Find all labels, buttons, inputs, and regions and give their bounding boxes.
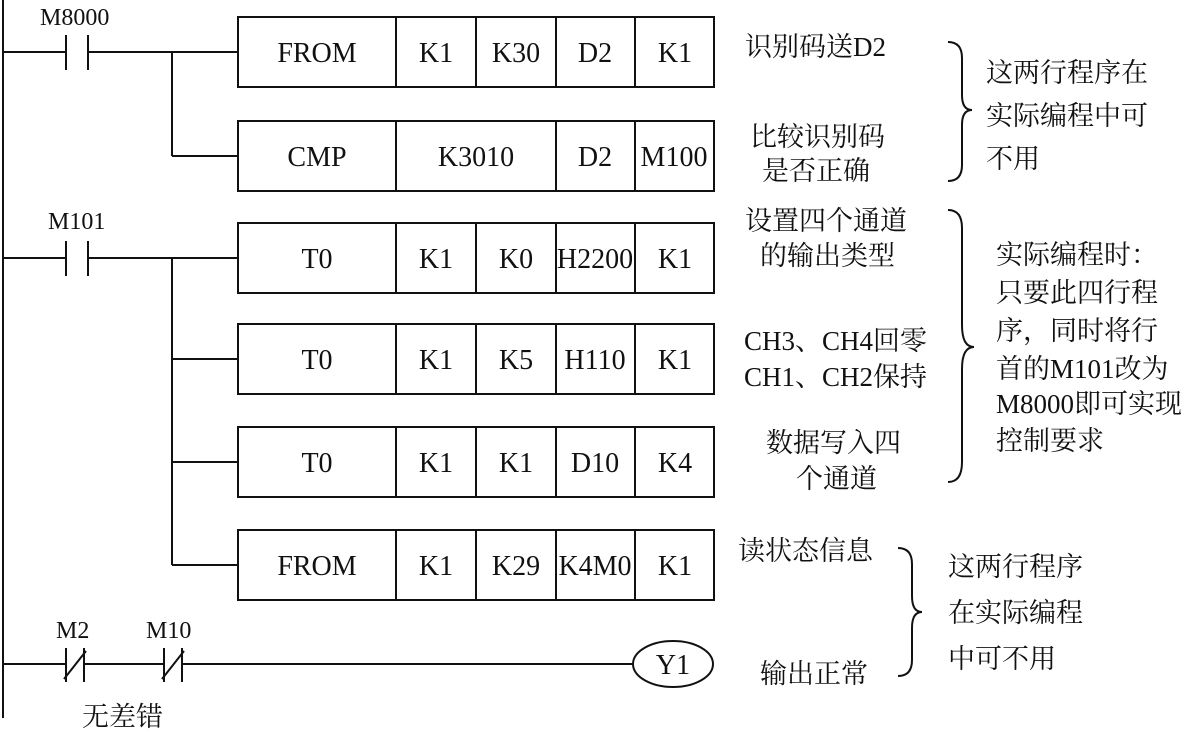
cell-op: T0 <box>301 244 333 275</box>
cell-arg2: K30 <box>491 38 541 69</box>
group-note-2-line4: 首的M101改为 <box>996 354 1169 384</box>
comment-to-1-line2: 的输出类型 <box>760 241 895 271</box>
cell-arg2: D2 <box>577 142 613 173</box>
cell-arg1: K1 <box>418 448 454 479</box>
cell-arg3: K4M0 <box>558 551 632 582</box>
note-no-error: 无差错 <box>82 702 163 732</box>
cell-arg2: K5 <box>498 345 534 376</box>
group-note-1-line2: 实际编程中可 <box>986 101 1148 131</box>
cell-arg4: K1 <box>657 38 693 69</box>
instruction-box-cmp <box>238 121 714 191</box>
brace-group-2 <box>948 210 974 482</box>
group-note-2-line3: 序，同时将行 <box>996 316 1158 346</box>
comment-cmp-line2: 是否正确 <box>762 156 870 186</box>
cell-op: CMP <box>287 142 347 173</box>
cell-arg2: K29 <box>491 551 541 582</box>
comment-to-3-line2: 个通道 <box>796 464 877 494</box>
brace-group-3 <box>898 548 922 676</box>
comment-to-2-line1: CH3、CH4回零 <box>744 326 928 356</box>
cell-arg1: K3010 <box>437 142 515 173</box>
cell-op: FROM <box>277 551 357 582</box>
cell-arg4: K1 <box>657 345 693 376</box>
contact-label-m8000: M8000 <box>40 5 110 31</box>
cell-arg3: M100 <box>640 142 708 173</box>
comment-to-1-line1: 设置四个通道 <box>745 206 907 236</box>
cell-arg2: K0 <box>498 244 534 275</box>
instruction-box-to-1 <box>238 223 714 293</box>
group-note-2-line6: 控制要求 <box>996 426 1104 456</box>
group-note-3-line2: 在实际编程 <box>948 598 1083 628</box>
contact-label-m101: M101 <box>48 209 106 235</box>
brace-group-1 <box>948 42 972 181</box>
contact-label-m10: M10 <box>146 618 192 644</box>
cell-arg2: K1 <box>498 448 534 479</box>
coil-label-y1: Y1 <box>655 650 691 681</box>
cell-op: T0 <box>301 345 333 376</box>
group-note-3-line1: 这两行程序 <box>948 552 1083 582</box>
comment-from-2: 读状态信息 <box>738 536 873 566</box>
cell-arg3: H110 <box>564 345 626 376</box>
cell-arg4: K1 <box>657 244 693 275</box>
cell-arg1: K1 <box>418 345 454 376</box>
contact-label-m2: M2 <box>56 618 90 644</box>
group-note-2-line5: M8000即可实现 <box>996 389 1183 419</box>
group-note-3-line3: 中可不用 <box>948 644 1056 674</box>
group-note-1-line1: 这两行程序在 <box>986 58 1148 88</box>
cell-op: T0 <box>301 448 333 479</box>
comment-output-normal: 输出正常 <box>760 659 868 689</box>
group-note-2-line1: 实际编程时： <box>996 240 1158 270</box>
instruction-box-from-2 <box>238 530 714 600</box>
instruction-box-to-3 <box>238 427 714 497</box>
cell-arg4: K4 <box>657 448 693 479</box>
cell-arg3: H2200 <box>556 244 634 275</box>
contact-m2-slash <box>64 651 86 679</box>
comment-from-1: 识别码送D2 <box>745 32 886 62</box>
cell-arg1: K1 <box>418 244 454 275</box>
cell-arg4: K1 <box>657 551 693 582</box>
group-note-2-line2: 只要此四行程 <box>996 278 1158 308</box>
cell-arg3: D2 <box>577 38 613 69</box>
group-note-1-line3: 不用 <box>986 144 1040 174</box>
cell-arg1: K1 <box>418 38 454 69</box>
instruction-box-from-1 <box>238 17 714 87</box>
cell-arg1: K1 <box>418 551 454 582</box>
cell-op: FROM <box>277 38 357 69</box>
contact-m10-slash <box>162 651 184 679</box>
comment-to-3-line1: 数据写入四 <box>766 428 901 458</box>
comment-cmp-line1: 比较识别码 <box>750 122 885 152</box>
comment-to-2-line2: CH1、CH2保持 <box>744 362 928 392</box>
instruction-box-to-2 <box>238 324 714 394</box>
cell-arg3: D10 <box>570 448 620 479</box>
